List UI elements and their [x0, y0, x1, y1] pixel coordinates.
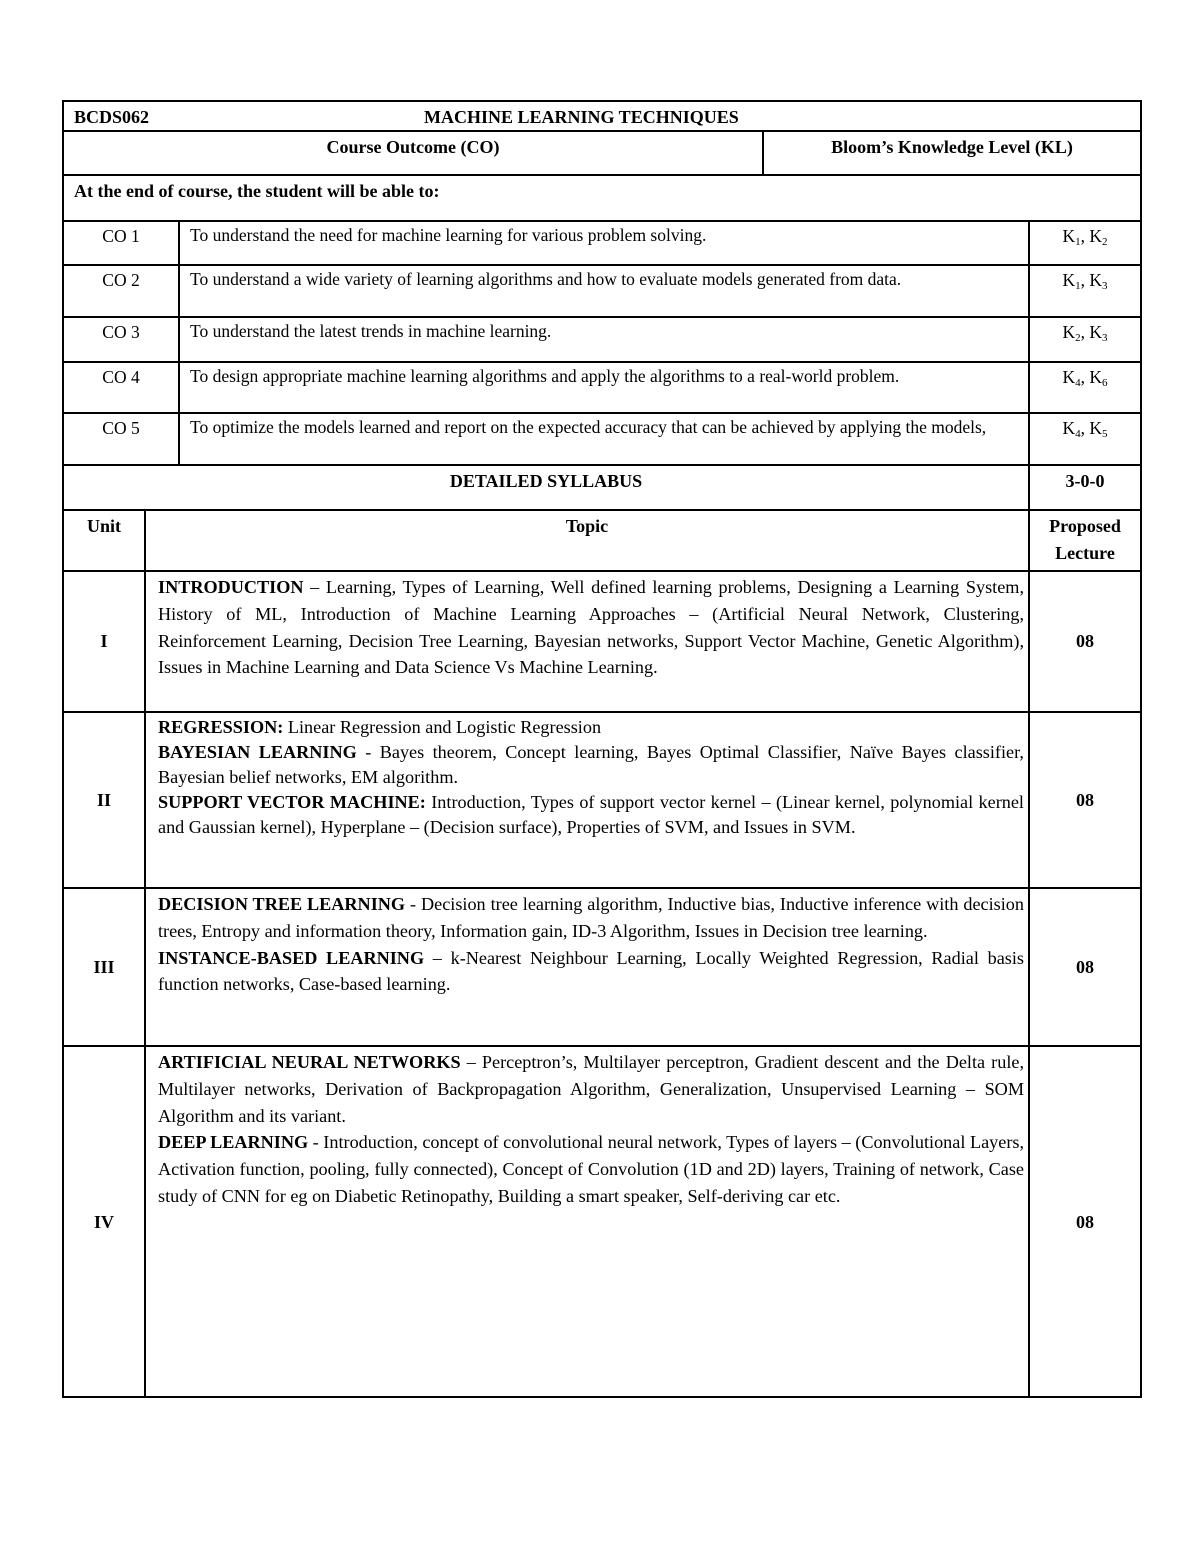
- unit-number: II: [96, 789, 111, 810]
- unit-header-row: [64, 511, 1140, 572]
- topic-details: - Introduction, concept of convolutional neural network, Types of layers – (Convolutional Layers, Activation function, pooling, fully connected), Concept of Convolution (1D and 2D) layers, Training of network, Case study of CNN for eg on Diabetic Retinopathy, Building a smart speaker, Self-deriving car etc.: [158, 1132, 1024, 1206]
- topic-column-header: Topic: [144, 511, 1028, 570]
- kl-level: 6: [1102, 377, 1108, 389]
- syllabus-title: DETAILED SYLLABUS: [449, 471, 643, 491]
- kl-separator: ,: [1080, 270, 1090, 290]
- kl-level: 1: [1075, 280, 1081, 292]
- topic-heading: BAYESIAN LEARNING: [158, 742, 357, 762]
- co-heading-row: [64, 132, 1140, 176]
- kl-separator: ,: [1080, 418, 1090, 438]
- kl-separator: ,: [1080, 367, 1090, 387]
- topic-paragraph: [158, 1049, 1024, 1129]
- topic-heading: DEEP LEARNING: [158, 1132, 309, 1153]
- unit-row: [64, 713, 1140, 889]
- co-description: To understand the need for machine learning for various problem solving.: [178, 222, 1028, 264]
- unit-row: [64, 1047, 1140, 1398]
- topic-heading: REGRESSION:: [158, 717, 284, 737]
- topic-details: – Learning, Types of Learning, Well defined learning problems, Designing a Learning System, History of ML, Introduction of Machine Learning Approaches – (Artificial Neural Network, Clustering, Reinforcement Learning, Decision Tree Learning, Bayesian networks, Support Vector Machine, Genetic Algorithm), Issues in Machine Learning and Data Science Vs Machine Learning.: [158, 577, 1024, 678]
- co-description: To understand a wide variety of learning algorithms and how to evaluate models generated from data.: [178, 266, 1028, 316]
- kl-prefix: K: [1062, 418, 1076, 438]
- lecture-column-header: Proposed Lecture: [1028, 511, 1140, 570]
- unit-row: [64, 572, 1140, 713]
- kl-level: 4: [1075, 428, 1081, 440]
- topic-paragraph: [158, 790, 1024, 840]
- topic-heading: DECISION TREE LEARNING: [158, 894, 406, 914]
- syllabus-table: [62, 100, 1142, 1398]
- unit-row: [64, 889, 1140, 1047]
- topic-paragraph: [158, 715, 1024, 740]
- topic-details: - Decision tree learning algorithm, Inductive bias, Inductive inference with decision trees, Entropy and information theory, Information gain, ID-3 Algorithm, Issues in Decision tree learning.: [158, 894, 1024, 941]
- unit-topics: [144, 889, 1028, 1045]
- unit-lectures: 08: [1028, 713, 1140, 887]
- co-row: [64, 318, 1140, 363]
- unit-topics: [144, 572, 1028, 711]
- co-description: To understand the latest trends in machine learning.: [178, 318, 1028, 361]
- unit-topics: [144, 713, 1028, 887]
- kl-separator: ,: [1080, 322, 1090, 342]
- co-id: CO 1: [102, 226, 140, 246]
- kl-prefix: K: [1089, 418, 1103, 438]
- co-id: CO 2: [102, 270, 140, 290]
- co-id: CO 5: [102, 418, 140, 438]
- kl-prefix: K: [1062, 226, 1076, 246]
- syllabus-title-row: [64, 466, 1140, 511]
- kl-prefix: K: [1062, 367, 1076, 387]
- co-knowledge-level: [1028, 222, 1140, 264]
- unit-number: I: [100, 631, 108, 651]
- co-knowledge-level: [1028, 414, 1140, 464]
- co-row: [64, 222, 1140, 266]
- topic-details: Linear Regression and Logistic Regression: [283, 717, 602, 737]
- topic-paragraph: [158, 945, 1024, 999]
- intro-text: At the end of course, the student will be able to:: [74, 181, 440, 201]
- course-title: MACHINE LEARNING TECHNIQUES: [424, 107, 739, 127]
- unit-lectures: 08: [1028, 889, 1140, 1045]
- course-code: BCDS062: [74, 107, 150, 127]
- topic-details: - Bayes theorem, Concept learning, Bayes Optimal Classifier, Naïve Bayes classifier, Bayesian belief networks, EM algorithm.: [158, 742, 1024, 787]
- co-row: [64, 414, 1140, 466]
- unit-column-header: Unit: [86, 516, 121, 536]
- topic-paragraph: [158, 740, 1024, 790]
- unit-number: IV: [93, 1212, 114, 1232]
- topic-heading: INTRODUCTION: [158, 577, 304, 597]
- kl-level: 2: [1075, 332, 1081, 344]
- co-knowledge-level: [1028, 363, 1140, 412]
- co-heading: Course Outcome (CO): [326, 137, 500, 157]
- topic-details: – k-Nearest Neighbour Learning, Locally Weighted Regression, Radial basis function networks, Case-based learning.: [158, 947, 1024, 995]
- topic-heading: SUPPORT VECTOR MACHINE:: [158, 792, 426, 812]
- topic-paragraph: [158, 891, 1024, 945]
- co-description: To design appropriate machine learning algorithms and apply the algorithms to a real-world problem.: [178, 363, 1028, 412]
- topic-details: – Perceptron’s, Multilayer perceptron, Gradient descent and the Delta rule, Multilayer networks, Derivation of Backpropagation Algorithm, Generalization, Unsupervised Learning – SOM Algorithm and its variant.: [158, 1052, 1025, 1126]
- unit-topics: [144, 1047, 1028, 1398]
- topic-heading: INSTANCE-BASED LEARNING: [158, 947, 425, 968]
- kl-prefix: K: [1062, 322, 1076, 342]
- kl-prefix: K: [1089, 270, 1103, 290]
- topic-heading: ARTIFICIAL NEURAL NETWORKS: [158, 1052, 461, 1072]
- title-row: [64, 102, 1140, 132]
- kl-level: 3: [1102, 280, 1108, 292]
- kl-prefix: K: [1089, 367, 1103, 387]
- co-id: CO 4: [102, 367, 140, 387]
- unit-number: III: [93, 956, 115, 977]
- kl-heading: Bloom’s Knowledge Level (KL): [762, 132, 1140, 174]
- unit-lectures: 08: [1028, 1047, 1140, 1398]
- kl-level: 2: [1102, 236, 1108, 248]
- topic-paragraph: [158, 574, 1024, 681]
- co-knowledge-level: [1028, 266, 1140, 316]
- kl-prefix: K: [1062, 270, 1076, 290]
- co-description: To optimize the models learned and report on the expected accuracy that can be achieved by applying the models,: [178, 414, 1028, 464]
- kl-level: 1: [1075, 236, 1081, 248]
- intro-row: [64, 176, 1140, 222]
- topic-paragraph: [158, 1129, 1024, 1209]
- co-row: [64, 266, 1140, 318]
- kl-separator: ,: [1080, 226, 1090, 246]
- co-row: [64, 363, 1140, 414]
- kl-level: 5: [1102, 428, 1108, 440]
- topic-details: Introduction, Types of support vector kernel – (Linear kernel, polynomial kernel and Gaussian kernel), Hyperplane – (Decision surface), Properties of SVM, and Issues in SVM.: [158, 792, 1024, 837]
- kl-prefix: K: [1089, 322, 1103, 342]
- co-knowledge-level: [1028, 318, 1140, 361]
- ltp-value: 3-0-0: [1028, 466, 1140, 509]
- co-id: CO 3: [102, 322, 140, 342]
- kl-prefix: K: [1089, 226, 1103, 246]
- kl-level: 4: [1075, 377, 1081, 389]
- unit-lectures: 08: [1028, 572, 1140, 711]
- kl-level: 3: [1102, 332, 1108, 344]
